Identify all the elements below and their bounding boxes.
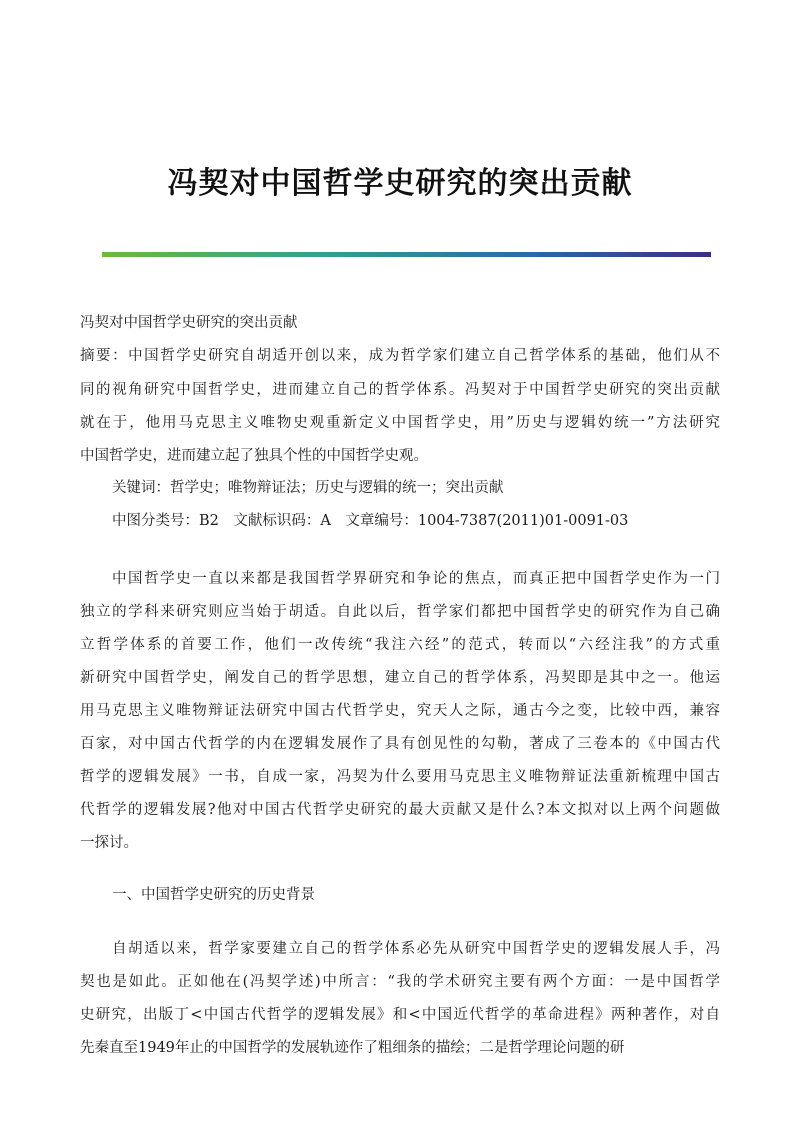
paragraph-line: 百家，对中国古代哲学的内在逻辑发展作了具有创见性的勾勒，著成了三卷本的《中国古代 [80, 736, 720, 752]
document-subtitle: 冯契对中国哲学史研究的突出贡献 [80, 315, 298, 331]
paragraph-line: 自胡适以来，哲学家要建立自己的哲学体系必先从研究中国哲学史的逻辑发展人手，冯 [112, 941, 720, 957]
title-gradient-rule [102, 252, 711, 257]
paragraph-line: 哲学的逻辑发展》一书，自成一家，冯契为什么要用马克思主义唯物辩证法重新梳理中国古 [80, 769, 720, 785]
keywords: 关键词：哲学史；唯物辩证法；历史与逻辑的统一；突出贡献 [112, 480, 504, 496]
paragraph-line: 中国哲学史一直以来都是我国哲学界研究和争论的焦点，而真正把中国哲学史作为一门 [112, 571, 720, 587]
abstract-line: 摘要：中国哲学史研究自胡适开创以来，成为哲学家们建立自己哲学体系的基础，他们从不 [80, 348, 720, 364]
paragraph-line: 独立的学科来研究则应当始于胡适。自此以后，哲学家们都把中国哲学史的研究作为自己确 [80, 604, 720, 620]
paragraph-line: 用马克思主义唯物辩证法研究中国古代哲学史，究天人之际，通古今之变，比较中西，兼容 [80, 703, 720, 719]
abstract-line: 中国哲学史，进而建立起了独具个性的中国哲学史观。 [80, 448, 428, 464]
section-heading: 一、中国哲学史研究的历史背景 [112, 887, 315, 903]
abstract-line: 同的视角研究中国哲学史，进而建立自己的哲学体系。冯契对于中国哲学史研究的突出贡献 [80, 382, 720, 398]
paragraph-line: 一探讨。 [80, 835, 138, 851]
paragraph-line: 史研究，出版丁<中国古代哲学的逻辑发展》和<中国近代哲学的革命进程》两种著作，对自 [80, 1007, 720, 1023]
paragraph-line: 契也是如此。正如他在(冯契学述)中所言：“我的学术研究主要有两个方面：一是中国哲学 [80, 974, 720, 990]
classification-info: 中图分类号：B2 文献标识码：A 文章编号：1004-7387(2011)01-0091-03 [112, 513, 629, 529]
paragraph-line: 先秦直至1949年止的中国哲学的发展轨迹作了粗细条的描绘；二是哲学理论问题的研 [80, 1040, 625, 1056]
paragraph-line: 立哲学体系的首要工作，他们一改传统“我注六经”的范式，转而以“六经注我”的方式重 [80, 637, 720, 653]
page-title: 冯契对中国哲学史研究的突出贡献 [167, 166, 633, 201]
paragraph-line: 新研究中国哲学史，阐发自己的哲学思想，建立自己的哲学体系，冯契即是其中之一。他运 [80, 670, 720, 686]
abstract-line: 就在于，他用马克思主义唯物史观重新定义中国哲学史，用”历史与逻辑妁统一”方法研究 [80, 415, 720, 431]
paragraph-line: 代哲学的逻辑发展?他对中国古代哲学史研究的最大贡献又是什么?本文拟对以上两个问题做 [80, 802, 720, 818]
